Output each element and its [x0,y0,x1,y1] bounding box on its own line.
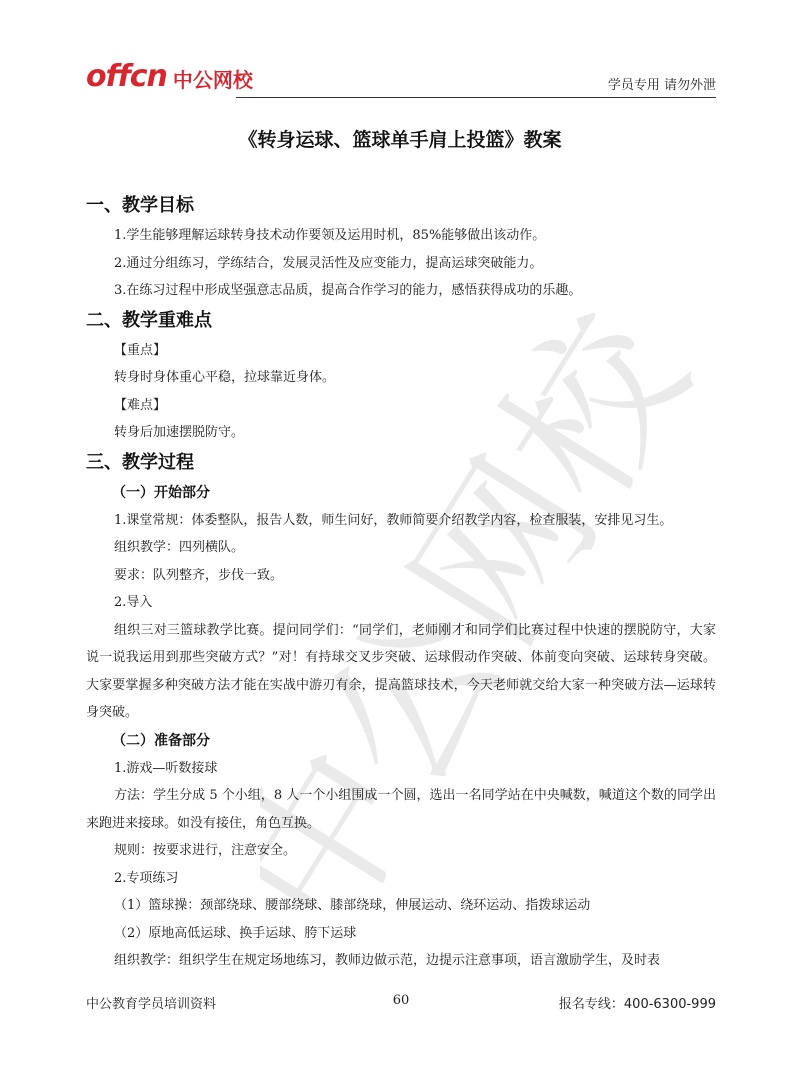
goal-item: 1.学生能够理解运球转身技术动作要领及运用时机，85%能够做出该动作。 [114,228,546,243]
goal-item: 2.通过分组练习，学练结合，发展灵活性及应变能力，提高运球突破能力。 [114,255,543,271]
logo-chinese-name: 中公网校 [172,68,253,92]
subheading-start: （一）开始部分 [112,484,210,501]
confidential-notice: 学员专用 请勿外泄 [607,78,716,93]
drill-label: 2.专项练习 [114,870,179,886]
game-method: 方法：学生分成 5 个小组，8 人一个小组围成一个圆，选出一名同学站在中央喊数，喊道这个数的同学出来跑进来接球。如没有接住，角色互换。 [86,788,716,831]
subheading-prep: （二）准备部分 [112,732,210,749]
game-rules: 规则：按要求进行，注意安全。 [114,843,297,858]
difficulty-label: 【难点】 [114,397,167,413]
class-routine: 1.课堂常规：体委整队，报告人数，师生问好，教师简要介绍教学内容，检查服装，安排见习生。 [114,512,673,528]
footer-source: 中公教育学员培训资料 [86,997,217,1012]
logo-wordmark: offcn [86,59,167,94]
key-point-label: 【重点】 [114,342,167,358]
drill-item: （1）篮球操：颈部绕球、腰部绕球、膝部绕球，伸展运动、绕环运动、指拨球运动 [114,898,591,913]
requirement-note: 要求：队列整齐，步伐一致。 [114,567,284,583]
watermark-text: 中公网校 [260,283,725,966]
document-title: 《转身运球、篮球单手肩上投篮》教案 [238,129,562,151]
section-heading-process: 三、教学过程 [86,451,194,473]
page-number: 60 [392,993,410,1008]
goal-item: 3.在练习过程中形成坚强意志品质，提高合作学习的能力，感悟获得成功的乐趣。 [114,283,582,298]
page-footer [86,993,716,1015]
key-point-text: 转身时身体重心平稳，拉球靠近身体。 [114,370,336,385]
organization-note: 组织教学：四列横队。 [114,540,245,555]
footer-hotline: 报名专线：400-6300-999 [558,997,716,1012]
header-divider [236,97,716,98]
organization-note: 组织教学：组织学生在规定场地练习，教师边做示范，边提示注意事项，语言激励学生，及时表 [114,953,661,968]
game-label: 1.游戏—听数接球 [114,760,218,776]
offcn-logo [86,60,253,92]
section-heading-goals: 一、教学目标 [86,195,194,216]
document-body [86,190,716,975]
section-heading-key-points: 二、教学重难点 [86,309,212,331]
drill-item: （2）原地高低运球、换手运球、胯下运球 [114,925,357,941]
difficulty-text: 转身后加速摆脱防守。 [114,425,245,440]
intro-paragraph: 组织三对三篮球教学比赛。提问同学们：“同学们，老师刚才和同学们比赛过程中快速的摆脱防守，大家说一说我运用到那些突破方式？”对！有持球交叉步突破、运球假动作突破、体前变向突破、运球转身突破。大家要掌握多种突破方法才能在实战中游刃有余，提高篮球技术，今天老师就交给大家一种突破方法—运球转身突破。 [86,622,716,720]
page-header [86,60,716,100]
intro-label: 2.导入 [114,595,153,610]
